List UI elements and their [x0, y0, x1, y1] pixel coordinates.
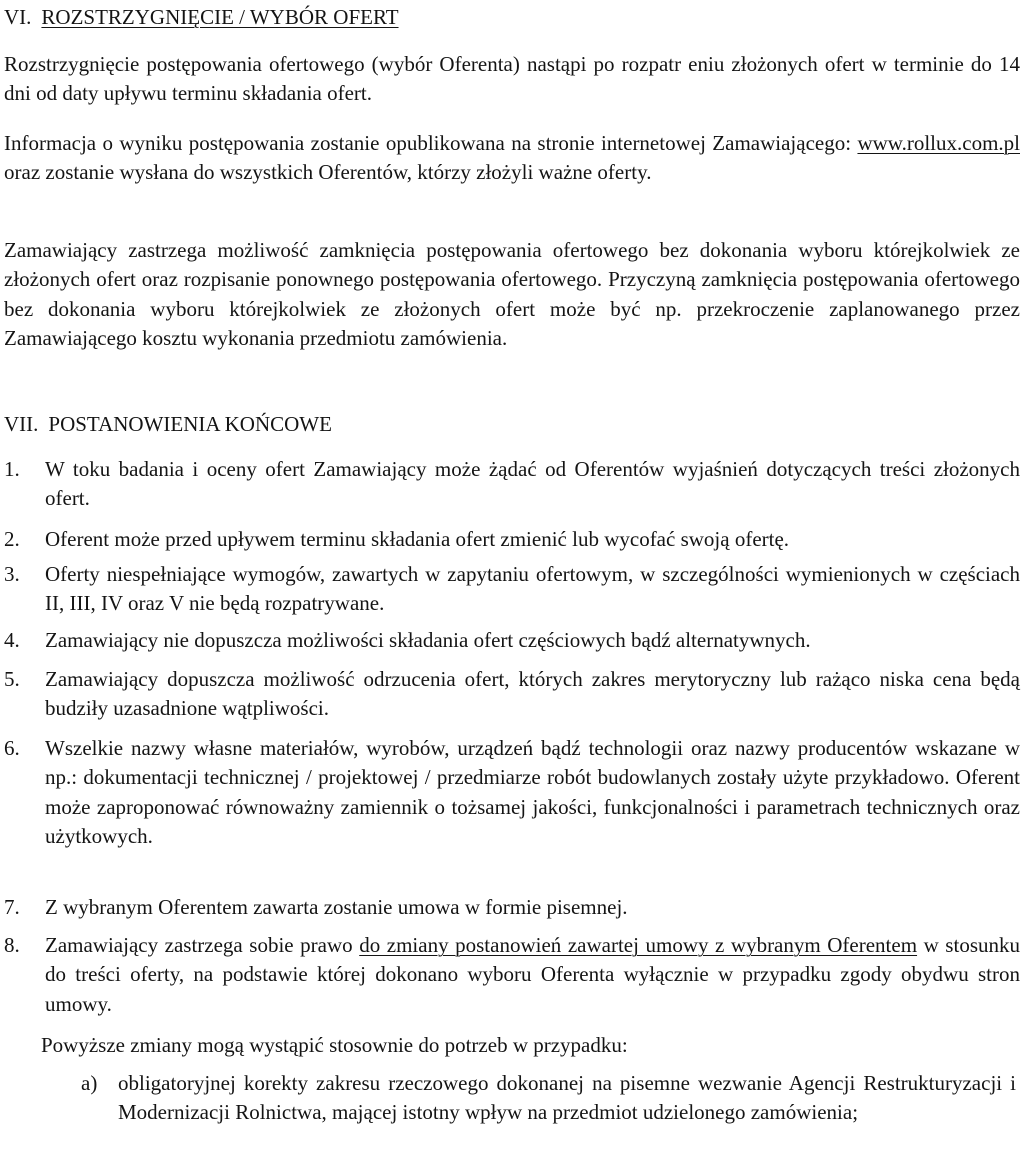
info-text-after: oraz zostanie wysłana do wszystkich Oferentów, którzy złożyli ważne oferty. [4, 160, 652, 185]
list-item-text [45, 931, 1020, 1019]
list-item-number: 8. [4, 933, 20, 957]
paragraph-result-publication [4, 129, 1020, 188]
list-item-text: Wszelkie nazwy własne materiałów, wyrobów, urządzeń bądź technologii oraz nazwy producentów wskazane w np.: dokumentacji technicznej / projektowej / przedmiarze robót budowlanych zostały użyte przykładowo. Oferent może zaproponować równoważny zamiennik o tożsamej jakości, funkcjonalności i parametrach technicznych oraz użytkowych. [45, 736, 1020, 849]
sub-item-a [41, 1069, 1016, 1128]
list-item-number: 7. [4, 895, 20, 919]
list-item-1 [4, 455, 1020, 514]
section-7-number: VII. [4, 412, 39, 436]
item-8-note [41, 1031, 1016, 1060]
list-item-number: 5. [4, 667, 20, 691]
list-item-7 [4, 893, 1020, 922]
sub-item-letter: a) [81, 1071, 98, 1095]
list-item-2 [4, 525, 1020, 554]
list-item-number: 1. [4, 457, 20, 481]
paragraph-evaluation-period: Rozstrzygnięcie postępowania ofertowego (wybór Oferenta) nastąpi po rozpatr eniu złożonych ofert w terminie do 14 dni od daty upływu terminu składania ofert. [4, 52, 1020, 106]
website-link[interactable]: www.rollux.com.pl [857, 131, 1020, 155]
section-6-title: ROZSTRZYGNIĘCIE / WYBÓR OFERT [41, 5, 399, 29]
section-6-number: VI. [4, 5, 32, 29]
list-item-4 [4, 626, 1020, 655]
section-7-title: POSTANOWIENIA KOŃCOWE [48, 412, 332, 436]
list-item-text: Oferty niespełniające wymogów, zawartych w zapytaniu ofertowym, w szczególności wymienionych w częściach II, III, IV oraz V nie będą rozpatrywane. [45, 562, 1020, 616]
list-item-text: Zamawiający nie dopuszcza możliwości składania ofert częściowych bądź alternatywnych. [45, 628, 811, 652]
item-8-note-text: Powyższe zmiany mogą wystąpić stosownie do potrzeb w przypadku: [41, 1033, 628, 1057]
list-item-5 [4, 665, 1020, 724]
info-text-before: Informacja o wyniku postępowania zostanie opublikowana na stronie internetowej Zamawiającego: [4, 131, 858, 155]
list-item-number: 3. [4, 562, 20, 586]
list-item-text: Zamawiający dopuszcza możliwość odrzucenia ofert, których zakres merytoryczny lub rażąco niska cena będą budziły uzasadnione wątpliwości. [45, 667, 1020, 721]
item-8-text-after: w stosunku do treści oferty, na podstawie której dokonano wyboru Oferenta wyłącznie w przypadku zgody obydwu stron umowy. [45, 933, 1020, 1016]
list-item-6 [4, 734, 1020, 852]
list-item-number: 6. [4, 736, 20, 760]
list-item-8 [4, 931, 1020, 1019]
list-item-number: 2. [4, 527, 20, 551]
section-6-heading [4, 3, 399, 32]
item-8-underlined-text: do zmiany postanowień zawartej umowy z wybranym Oferentem [359, 933, 918, 957]
section-7-heading [4, 410, 332, 439]
paragraph-closing-procedure: Zamawiający zastrzega możliwość zamknięcia postępowania ofertowego bez dokonania wyboru którejkolwiek ze złożonych ofert oraz rozpisanie ponownego postępowania ofertowego. Przyczyną zamknięcia postępowania ofertowego bez dokonania wyboru którejkolwiek ze złożonych ofert może być np. przekroczenie zaplanowanego przez Zamawiającego kosztu wykonania przedmiotu zamówienia. [4, 238, 1020, 351]
list-item-3 [4, 560, 1020, 619]
list-item-text: Z wybranym Oferentem zawarta zostanie umowa w formie pisemnej. [45, 895, 628, 919]
item-8-text-before: Zamawiający zastrzega sobie prawo [45, 933, 360, 957]
list-item-number: 4. [4, 628, 20, 652]
sub-item-text: obligatoryjnej korekty zakresu rzeczowego dokonanej na pisemne wezwanie Agencji Restrukturyzacji i Modernizacji Rolnictwa, mającej istotny wpływ na przedmiot udzielonego zamówienia; [118, 1071, 1016, 1125]
list-item-text: Oferent może przed upływem terminu składania ofert zmienić lub wycofać swoją ofertę. [45, 527, 790, 551]
list-item-text: W toku badania i oceny ofert Zamawiający może żądać od Oferentów wyjaśnień dotyczących treści złożonych ofert. [45, 457, 1020, 511]
